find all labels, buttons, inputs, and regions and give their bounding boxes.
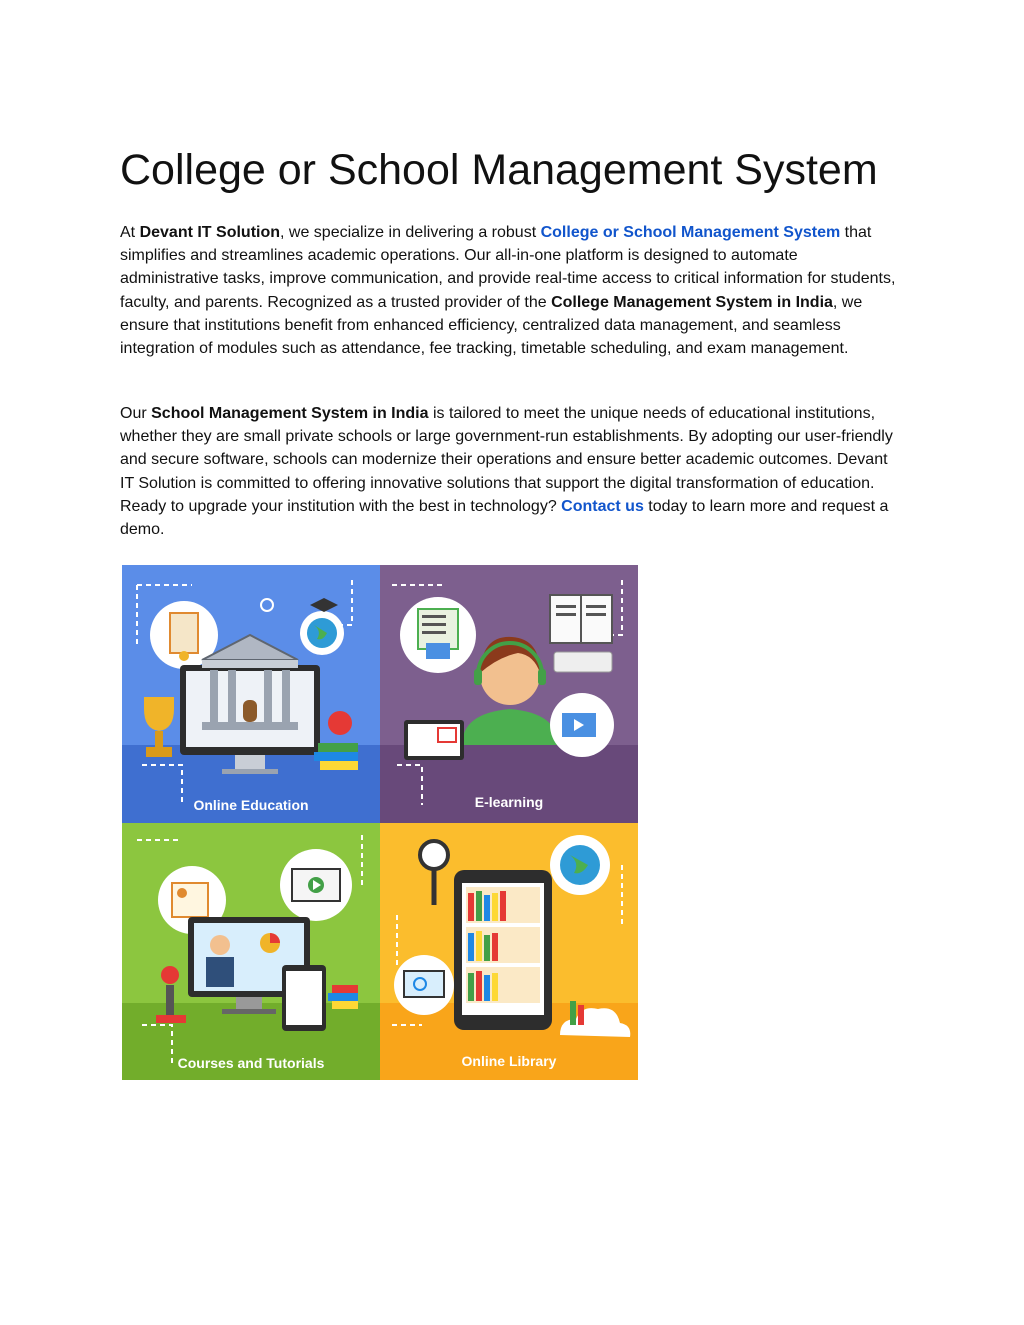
text-span: that simplifies and streamlines academic operations. Our all-in-one platform is designed to automate administrative tasks, improve communication, and provide real-time access to critical information for students, faculty, and parents. Recognized as a trusted provider of the (120, 224, 896, 311)
page-title: College or School Management System (120, 146, 878, 194)
panel-online-library (380, 823, 638, 1080)
text-span: is tailored to meet the unique needs of educational institutions, whether they are small private schools or large government-run establishments. By adopting our user-friendly and secure software, schools can modernize their operations and ensure better academic outcomes. Devant IT Solution is committed to offering innovative solutions that support the digital transformation of education. Ready to upgrade your institution with the best in technology? (120, 405, 893, 515)
bold-phrase: School Management System in India (151, 405, 429, 422)
text-span: today to learn more and request a demo. (120, 497, 889, 539)
panel-e-learning (380, 565, 638, 823)
text-span: , we specialize in delivering a robust (280, 224, 541, 241)
company-name: Devant IT Solution (139, 224, 281, 241)
panel-label-online-library: Online Library (461, 1053, 557, 1069)
management-system-link[interactable]: College or School Management System (540, 224, 841, 241)
panel-label-courses-and-tutorials: Courses and Tutorials (177, 1055, 325, 1071)
education-illustration (122, 565, 638, 1080)
contact-us-link[interactable]: Contact us (561, 497, 644, 515)
second-paragraph (120, 402, 900, 541)
panel-label-online-education: Online Education (193, 797, 309, 813)
panel-courses-and-tutorials (122, 823, 380, 1080)
panel-online-education (122, 565, 380, 823)
intro-paragraph (120, 221, 900, 360)
bold-phrase: College Management System in India (551, 293, 833, 311)
text-span: , we ensure that institutions benefit from enhanced efficiency, centralized data management, and seamless integration of modules such as attendance, fee tracking, timetable scheduling, and exam management. (120, 293, 863, 358)
text-span: Our (120, 405, 152, 422)
text-span: At (120, 224, 140, 241)
panel-label-e-learning: E-learning (474, 794, 544, 810)
